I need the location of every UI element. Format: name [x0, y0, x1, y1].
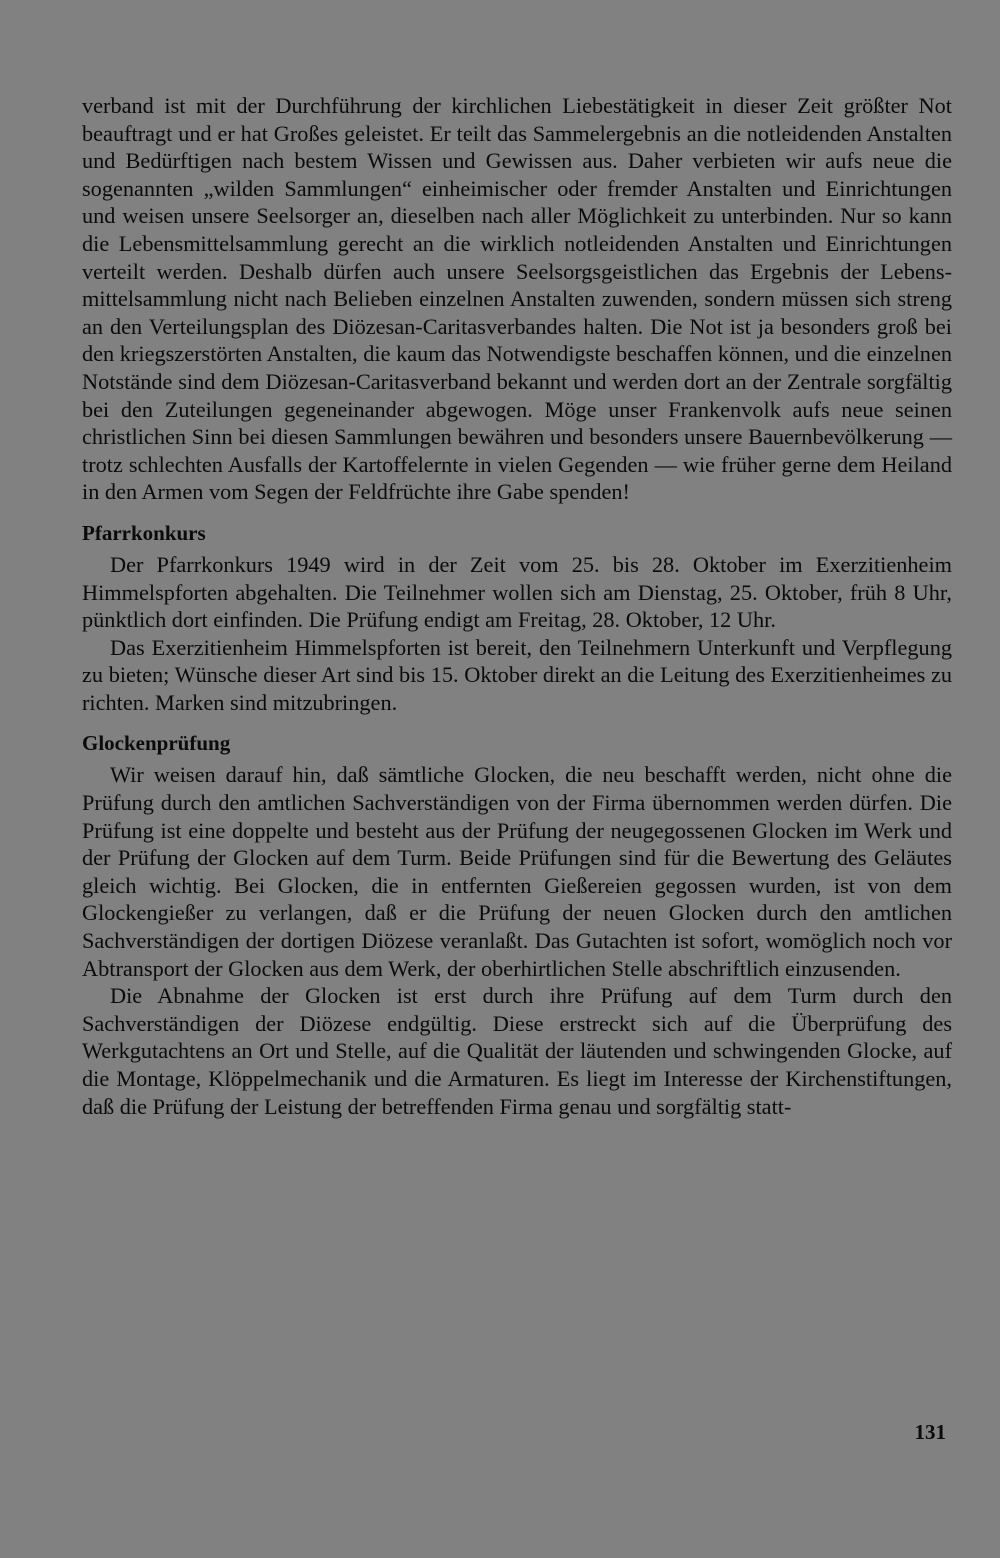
paragraph-pfarrkonkurs-2: Das Exerzitienheim Himmelspforten ist bereit, den Teilnehmern Unterkunft und Verpflegung zu bieten; Wünsche dieser Art sind bis 15. Oktober direkt an die Leitung des Exerzitienheimes zu richten. Marken sind mitzubringen. — [82, 634, 952, 715]
paragraph-pfarrkonkurs-1: Der Pfarrkonkurs 1949 wird in der Zeit vom 25. bis 28. Oktober im Exerzitienheim Himmelspforten abgehalten. Die Teilnehmer wollen sich am Dienstag, 25. Oktober, früh 8 Uhr, pünktlich dort einfinden. Die Prüfung endigt am Freitag, 28. Oktober, 12 Uhr. — [82, 551, 952, 633]
paragraph-glockenpruefung-2: Die Abnahme der Glocken ist erst durch ihre Prüfung auf dem Turm durch den Sachverständigen der Diözese endgültig. Diese erstreckt sich auf die Überprüfung des Werkgutachtens an Ort und Stelle, auf die Qualität der läutenden und schwingenden Glocke, auf die Montage, Klöppelmechanik und die Armaturen. Es liegt im Interesse der Kirchenstiftungen, daß die Prüfung der Leistung der betreffenden Firma genau und sorgfältig statt- — [82, 983, 952, 1119]
paragraph-caritas-continued: verband ist mit der Durchführung der kirchlichen Liebestätigkeit in dieser Zeit größter Not beauftragt und er hat Großes geleistet. Er teilt das Sammelergebnis an die notleidenden Anstalten und Bedürftigen nach bestem Wissen und Gewissen aus. Daher verbieten wir aufs neue die sogenannten „wilden Sammlungen“ einheimischer oder fremder Anstalten und Einrichtungen und weisen unsere Seelsorger an, dieselben nach aller Möglichkeit zu unterbinden. Nur so kann die Lebensmittelsammlung gerecht an die wirklich notleidenden Anstalten und Einrichtungen verteilt werden. Deshalb dürfen auch unsere Seelsorgsgeistlichen das Ergebnis der Lebensmittelsammlung nicht nach Belieben einzelnen Anstalten zuwenden, sondern müssen sich streng an den Verteilungsplan des Diözesan-Caritasverbandes halten. Die Not ist ja besonders groß bei den kriegszerstörten Anstalten, die kaum das Notwendigste beschaffen können, und die einzelnen Notstände sind dem Diözesan-Caritasverband bekannt und werden dort an der Zentrale sorgfältig bei den Zuteilungen gegeneinander abgewogen. Möge unser Frankenvolk aufs neue seinen christlichen Sinn bei diesen Sammlungen bewähren und besonders unsere Bauernbevölkerung — trotz schlechten Ausfalls der Kartoffelernte in vielen Gegenden — wie früher gerne dem Heiland in den Armen vom Segen der Feldfrüchte ihre Gabe spenden! — [82, 93, 952, 505]
paragraph-glockenpruefung-1: Wir weisen darauf hin, daß sämtliche Glocken, die neu beschafft werden, nicht ohne die Prüfung durch den amtlichen Sachverständigen von der Firma übernommen werden dürfen. Die Prüfung ist eine doppelte und besteht aus der Prüfung der neugegossenen Glocken im Werk und der Prüfung der Glocken auf dem Turm. Beide Prüfungen sind für die Bewertung des Geläutes gleich wichtig. Bei Glocken, die in entfernten Gießereien gegossen wurden, ist von dem Glockengießer zu verlangen, daß er die Prüfung der neuen Glocken durch den amtlichen Sachverständigen der dortigen Diözese veranlaßt. Das Gutachten ist sofort, womöglich noch vor Abtransport der Glocken aus dem Werk, der oberhirtlichen Stelle abschriftlich einzusenden. — [82, 762, 952, 981]
page-number: 131 — [914, 1420, 946, 1444]
section-heading-pfarrkonkurs: Pfarrkonkurs — [82, 520, 206, 545]
text-column — [82, 92, 952, 1120]
section-heading-glockenpruefung: Glockenprüfung — [82, 731, 231, 756]
